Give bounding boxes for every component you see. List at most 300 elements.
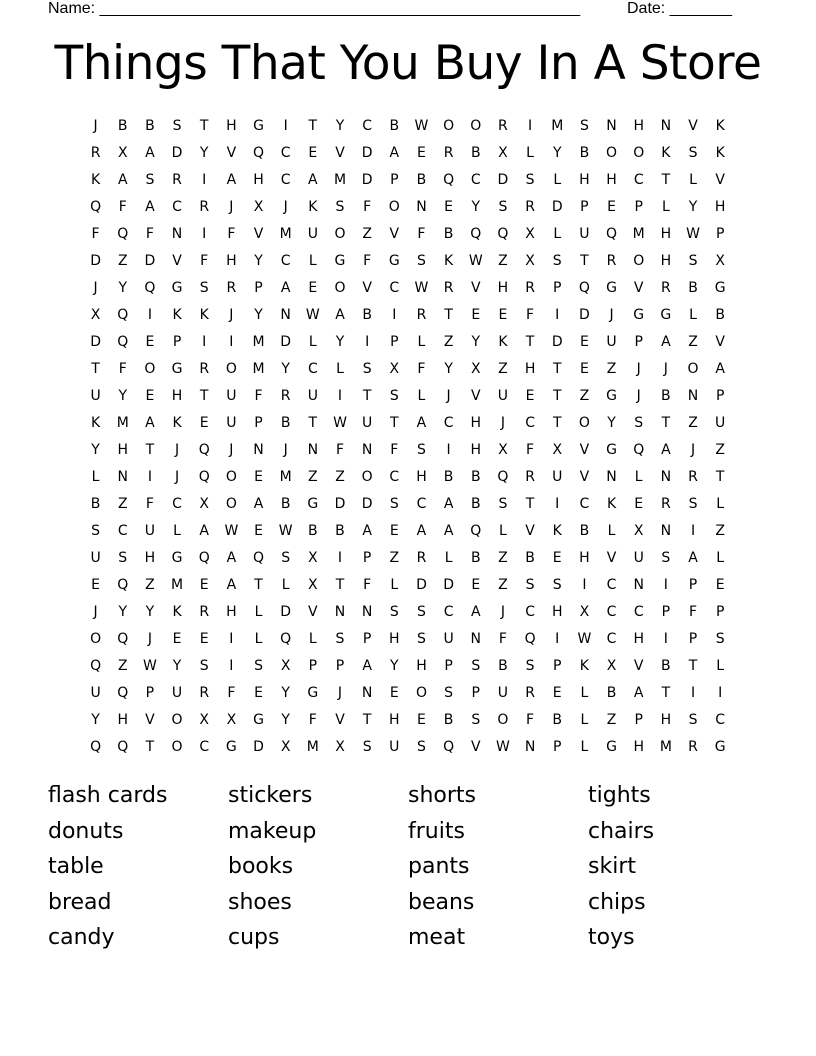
grid-letter: W	[577, 630, 592, 647]
grid-letter: D	[253, 738, 264, 755]
grid-letter: X	[470, 360, 481, 377]
grid-letter: N	[117, 468, 128, 485]
grid-letter: E	[552, 549, 562, 566]
grid-row	[82, 328, 734, 355]
grid-letter: S	[335, 630, 345, 647]
grid-letter: P	[580, 198, 589, 215]
grid-letter: L	[91, 468, 100, 485]
grid-letter: V	[606, 549, 617, 566]
grid-letter: A	[226, 576, 237, 593]
grid-letter: E	[308, 144, 318, 161]
grid-letter: L	[417, 333, 426, 350]
grid-letter: O	[633, 144, 645, 161]
grid-letter: V	[715, 333, 725, 350]
grid-letter: S	[417, 630, 426, 647]
grid-letter: U	[497, 684, 509, 701]
grid-letter: H	[579, 171, 590, 188]
grid-letter: P	[688, 630, 698, 647]
grid-letter: L	[281, 576, 290, 593]
grid-letter: C	[443, 603, 454, 620]
grid-letter: D	[171, 144, 183, 161]
grid-row	[82, 517, 734, 544]
grid-letter: G	[171, 360, 183, 377]
grid-letter: H	[660, 252, 672, 269]
grid-letter: B	[470, 468, 481, 485]
grid-letter: C	[606, 630, 617, 647]
grid-letter: Y	[254, 306, 263, 323]
grid-letter: A	[226, 549, 237, 566]
grid-letter: X	[117, 144, 128, 161]
grid-letter: X	[498, 144, 508, 161]
grid-letter: K	[715, 117, 725, 134]
grid-letter: C	[715, 711, 726, 728]
grid-letter: P	[390, 171, 399, 188]
grid-letter: I	[528, 117, 533, 134]
grid-letter: L	[526, 144, 534, 161]
grid-letter: C	[199, 738, 210, 755]
word-list-item: stickers	[228, 783, 313, 808]
word-list-item: flash cards	[48, 783, 168, 808]
grid-letter: E	[552, 684, 562, 701]
grid-letter: I	[202, 225, 207, 242]
grid-letter: B	[280, 495, 291, 512]
grid-letter: X	[389, 360, 400, 377]
grid-letter: J	[690, 441, 696, 458]
grid-row	[82, 598, 734, 625]
grid-letter: U	[389, 738, 400, 755]
grid-letter: E	[199, 414, 209, 431]
grid-letter: C	[416, 495, 427, 512]
grid-letter: E	[389, 522, 399, 539]
grid-letter: S	[471, 657, 481, 674]
grid-letter: I	[392, 306, 397, 323]
grid-letter: F	[254, 387, 263, 404]
grid-letter: M	[252, 360, 265, 377]
grid-letter: A	[145, 144, 155, 161]
grid-letter: O	[470, 117, 482, 134]
grid-letter: F	[363, 576, 372, 593]
grid-row	[82, 571, 734, 598]
grid-letter: F	[417, 225, 426, 242]
grid-letter: P	[715, 387, 725, 404]
grid-letter: E	[389, 684, 399, 701]
grid-letter: S	[145, 171, 155, 188]
grid-letter: I	[147, 306, 152, 323]
grid-letter: Q	[280, 630, 292, 647]
grid-letter: Z	[715, 441, 725, 458]
grid-letter: B	[443, 711, 454, 728]
word-list-item: beans	[408, 889, 475, 915]
grid-letter: Z	[443, 333, 454, 350]
grid-letter: T	[145, 441, 155, 458]
grid-letter: A	[362, 657, 372, 674]
grid-letter: E	[199, 630, 209, 647]
grid-letter: K	[90, 414, 101, 431]
word-list-item: table	[48, 854, 104, 880]
grid-letter: B	[280, 414, 291, 431]
grid-letter: Y	[118, 387, 128, 404]
grid-letter: D	[579, 306, 590, 323]
grid-letter: D	[361, 171, 373, 188]
grid-letter: M	[333, 171, 347, 188]
grid-row	[82, 220, 734, 247]
grid-letter: I	[663, 576, 668, 593]
grid-letter: G	[606, 441, 617, 458]
grid-letter: I	[283, 117, 288, 134]
grid-letter: N	[660, 468, 672, 485]
grid-letter: L	[308, 252, 317, 269]
grid-row	[82, 463, 734, 490]
grid-letter: B	[606, 684, 617, 701]
grid-letter: S	[688, 495, 698, 512]
grid-letter: N	[606, 117, 617, 134]
grid-letter: U	[307, 387, 318, 404]
grid-letter: P	[390, 333, 399, 350]
grid-letter: H	[551, 603, 563, 620]
grid-letter: N	[470, 630, 481, 647]
grid-letter: P	[335, 657, 345, 674]
grid-letter: Y	[281, 684, 290, 701]
grid-letter: C	[117, 522, 128, 539]
grid-row	[82, 544, 734, 571]
grid-letter: Q	[633, 441, 645, 458]
grid-letter: G	[307, 684, 319, 701]
grid-letter: L	[254, 630, 263, 647]
grid-letter: S	[389, 603, 399, 620]
grid-letter: D	[280, 603, 292, 620]
grid-letter: K	[90, 171, 101, 188]
grid-letter: O	[144, 360, 156, 377]
grid-letter: S	[172, 117, 182, 134]
grid-letter: J	[283, 441, 288, 458]
grid-letter: L	[607, 522, 616, 539]
grid-letter: L	[689, 306, 697, 323]
grid-letter: P	[145, 684, 155, 701]
grid-letter: H	[171, 387, 183, 404]
grid-letter: I	[663, 630, 668, 647]
grid-letter: T	[362, 711, 372, 728]
header-row	[48, 0, 748, 20]
word-list-item: bread	[48, 889, 112, 915]
grid-letter: I	[202, 333, 207, 350]
grid-letter: N	[660, 117, 672, 134]
grid-letter: D	[90, 333, 101, 350]
grid-letter: A	[389, 144, 400, 161]
grid-row	[82, 166, 734, 193]
grid-letter: I	[555, 495, 560, 512]
date-field-label[interactable]: Date: _______	[627, 0, 732, 17]
word-list-item: shoes	[228, 889, 292, 915]
grid-letter: B	[308, 522, 318, 539]
grid-letter: R	[226, 279, 237, 296]
grid-letter: P	[308, 657, 318, 674]
grid-letter: S	[254, 657, 263, 674]
grid-letter: O	[388, 198, 400, 215]
grid-letter: C	[389, 468, 400, 485]
grid-letter: L	[553, 225, 562, 242]
grid-letter: Q	[497, 225, 509, 242]
grid-letter: U	[307, 225, 318, 242]
grid-row	[82, 490, 734, 517]
grid-letter: N	[334, 603, 346, 620]
grid-letter: H	[226, 252, 237, 269]
grid-letter: R	[199, 603, 210, 620]
grid-letter: G	[253, 711, 264, 728]
grid-letter: Q	[117, 630, 129, 647]
grid-letter: L	[553, 171, 562, 188]
grid-letter: H	[633, 630, 644, 647]
grid-letter: Z	[362, 225, 372, 242]
grid-letter: Y	[335, 333, 345, 350]
word-list-item: donuts	[48, 818, 124, 844]
grid-letter: U	[171, 684, 183, 701]
grid-letter: P	[362, 630, 372, 647]
grid-letter: E	[525, 387, 535, 404]
grid-letter: Y	[199, 144, 209, 161]
name-field-label[interactable]: Name: ______________________________________________________	[48, 0, 581, 17]
grid-letter: Z	[389, 549, 400, 566]
word-list-item: tights	[588, 783, 651, 808]
grid-letter: S	[688, 711, 698, 728]
grid-letter: S	[199, 279, 209, 296]
grid-letter: Q	[524, 630, 536, 647]
grid-letter: X	[308, 576, 318, 593]
grid-letter: J	[283, 198, 288, 215]
grid-letter: H	[117, 441, 128, 458]
grid-letter: V	[525, 522, 535, 539]
grid-letter: I	[202, 171, 207, 188]
grid-letter: Y	[281, 711, 290, 728]
grid-row	[82, 139, 734, 166]
grid-row	[82, 733, 734, 760]
grid-letter: U	[90, 387, 101, 404]
grid-letter: A	[117, 171, 128, 188]
grid-letter: S	[335, 198, 345, 215]
grid-letter: E	[199, 576, 209, 593]
grid-letter: J	[93, 279, 98, 296]
grid-letter: W	[496, 738, 510, 755]
grid-row	[82, 247, 734, 274]
grid-letter: Q	[470, 225, 482, 242]
grid-letter: Z	[606, 360, 617, 377]
grid-letter: Q	[90, 657, 102, 674]
grid-letter: S	[118, 549, 128, 566]
grid-letter: C	[606, 576, 617, 593]
grid-letter: H	[470, 414, 482, 431]
grid-letter: B	[443, 225, 454, 242]
grid-letter: A	[416, 522, 427, 539]
grid-letter: V	[633, 279, 644, 296]
grid-letter: X	[253, 198, 264, 215]
grid-letter: T	[715, 468, 725, 485]
grid-letter: Q	[117, 333, 129, 350]
grid-letter: Y	[688, 198, 698, 215]
grid-letter: K	[579, 657, 589, 674]
grid-letter: S	[362, 360, 372, 377]
grid-row	[82, 301, 734, 328]
grid-letter: V	[335, 144, 345, 161]
grid-letter: Y	[552, 144, 562, 161]
grid-letter: L	[390, 576, 399, 593]
grid-letter: L	[689, 171, 697, 188]
grid-letter: R	[688, 468, 698, 485]
grid-letter: O	[225, 495, 237, 512]
grid-letter: R	[416, 306, 427, 323]
grid-letter: L	[716, 657, 725, 674]
grid-letter: U	[606, 333, 617, 350]
grid-letter: O	[334, 279, 346, 296]
grid-letter: B	[579, 144, 590, 161]
grid-letter: O	[225, 360, 237, 377]
grid-letter: G	[388, 252, 400, 269]
grid-letter: F	[498, 630, 507, 647]
grid-letter: Z	[145, 576, 155, 593]
grid-letter: F	[118, 360, 127, 377]
grid-letter: Z	[688, 333, 698, 350]
grid-letter: O	[171, 738, 183, 755]
grid-letter: I	[555, 630, 560, 647]
grid-letter: B	[416, 171, 427, 188]
grid-letter: A	[253, 495, 264, 512]
grid-letter: H	[253, 171, 264, 188]
grid-letter: N	[171, 225, 183, 242]
grid-letter: U	[90, 549, 101, 566]
grid-letter: Y	[390, 657, 399, 674]
grid-letter: S	[498, 198, 508, 215]
grid-letter: R	[443, 279, 454, 296]
grid-letter: H	[144, 549, 156, 566]
grid-letter: K	[308, 198, 318, 215]
grid-letter: N	[280, 306, 291, 323]
grid-letter: B	[552, 711, 563, 728]
grid-letter: Z	[498, 360, 508, 377]
grid-letter: F	[308, 711, 317, 728]
grid-letter: L	[499, 522, 507, 539]
grid-letter: C	[525, 603, 535, 620]
grid-letter: M	[659, 738, 672, 755]
grid-letter: C	[362, 117, 373, 134]
grid-letter: T	[661, 171, 671, 188]
grid-letter: K	[715, 144, 725, 161]
word-list	[48, 778, 768, 956]
grid-letter: J	[93, 117, 98, 134]
grid-row	[82, 436, 734, 463]
grid-letter: F	[335, 441, 345, 458]
grid-letter: I	[229, 630, 234, 647]
grid-letter: C	[633, 171, 644, 188]
grid-letter: R	[90, 144, 101, 161]
grid-letter: A	[688, 549, 698, 566]
grid-letter: E	[145, 333, 155, 350]
grid-letter: I	[690, 522, 696, 539]
grid-letter: N	[524, 738, 536, 755]
grid-letter: N	[361, 684, 373, 701]
grid-letter: L	[254, 603, 263, 620]
grid-letter: G	[334, 252, 346, 269]
grid-letter: H	[660, 225, 672, 242]
grid-letter: J	[93, 603, 98, 620]
grid-letter: W	[224, 522, 239, 539]
word-list-item: candy	[48, 925, 115, 951]
grid-letter: G	[633, 306, 645, 323]
grid-letter: F	[145, 225, 154, 242]
grid-letter: X	[308, 549, 318, 566]
grid-letter: J	[147, 630, 152, 647]
grid-letter: S	[199, 657, 209, 674]
grid-letter: M	[116, 414, 129, 431]
grid-letter: I	[229, 657, 234, 674]
grid-letter: S	[389, 387, 399, 404]
grid-letter: Q	[443, 171, 455, 188]
grid-letter: E	[715, 576, 725, 593]
grid-letter: Q	[117, 738, 129, 755]
grid-letter: H	[606, 171, 617, 188]
grid-letter: Z	[498, 576, 508, 593]
grid-letter: T	[308, 414, 318, 431]
grid-letter: X	[199, 711, 209, 728]
grid-letter: L	[716, 549, 725, 566]
grid-letter: P	[254, 414, 263, 431]
grid-letter: T	[254, 576, 263, 593]
grid-letter: Y	[254, 252, 263, 269]
grid-letter: W	[142, 657, 157, 674]
grid-letter: Z	[688, 414, 698, 431]
grid-letter: S	[688, 144, 698, 161]
grid-letter: N	[687, 387, 699, 404]
grid-letter: X	[525, 252, 535, 269]
grid-letter: F	[118, 198, 127, 215]
grid-letter: E	[254, 468, 263, 485]
grid-letter: C	[172, 495, 182, 512]
grid-letter: T	[199, 387, 209, 404]
grid-letter: S	[525, 171, 535, 188]
word-list-item: meat	[408, 925, 466, 951]
grid-letter: O	[497, 711, 509, 728]
word-list-item: skirt	[588, 854, 636, 880]
grid-letter: U	[579, 225, 590, 242]
grid-letter: I	[229, 333, 234, 350]
grid-letter: H	[416, 657, 427, 674]
grid-letter: K	[444, 252, 454, 269]
grid-letter: Q	[198, 468, 210, 485]
grid-letter: N	[307, 441, 319, 458]
grid-letter: B	[470, 549, 481, 566]
grid-letter: U	[226, 387, 237, 404]
grid-letter: J	[609, 306, 614, 323]
grid-letter: F	[227, 684, 236, 701]
grid-row	[82, 274, 734, 301]
grid-letter: S	[417, 603, 426, 620]
grid-letter: B	[335, 522, 345, 539]
grid-letter: P	[362, 549, 372, 566]
grid-letter: Q	[470, 522, 482, 539]
grid-letter: W	[305, 306, 320, 323]
grid-letter: F	[526, 306, 535, 323]
grid-letter: K	[606, 495, 617, 512]
grid-letter: V	[633, 657, 644, 674]
grid-letter: Z	[498, 252, 508, 269]
grid-row	[82, 409, 734, 436]
grid-letter: J	[636, 387, 641, 404]
grid-letter: J	[663, 360, 668, 377]
grid-letter: H	[389, 711, 400, 728]
grid-letter: A	[633, 684, 644, 701]
grid-letter: C	[633, 603, 644, 620]
grid-letter: C	[525, 414, 535, 431]
grid-letter: N	[606, 468, 617, 485]
grid-letter: G	[714, 738, 726, 755]
grid-letter: B	[117, 117, 128, 134]
